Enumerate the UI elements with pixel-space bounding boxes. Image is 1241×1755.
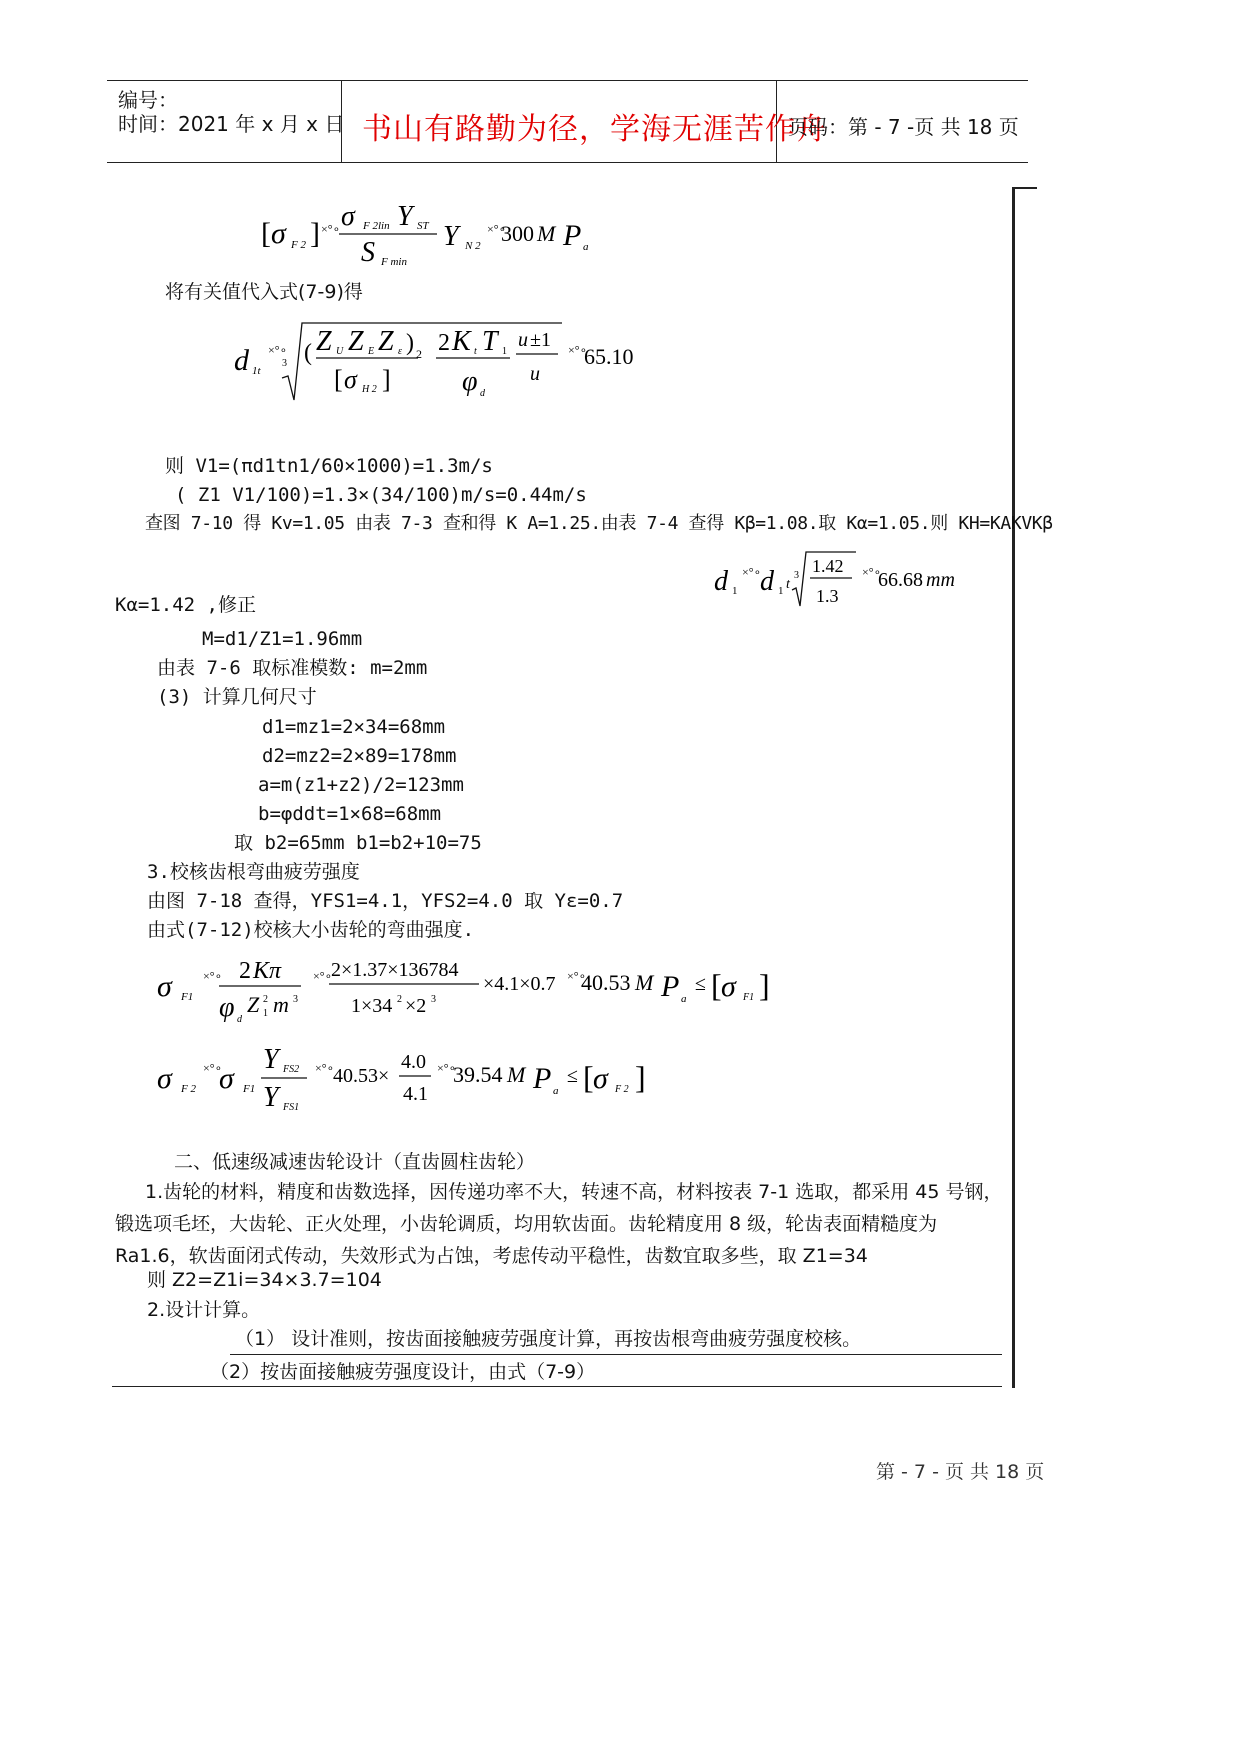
- svg-text:×°∘: ×°∘: [568, 343, 588, 357]
- svg-text:≤: ≤: [567, 1065, 578, 1087]
- svg-text:2: 2: [416, 347, 422, 361]
- geom-line-d1: d1=mz1=2×34=68mm: [262, 716, 446, 738]
- svg-text:t: t: [786, 577, 790, 592]
- svg-text:F1: F1: [181, 991, 194, 1003]
- svg-text:F1: F1: [743, 992, 755, 1003]
- svg-text:K: K: [452, 326, 471, 357]
- svg-text:F min: F min: [381, 256, 407, 268]
- svg-text:FS2: FS2: [283, 1064, 300, 1075]
- formula-d1: [712, 548, 982, 610]
- svg-text:1×34: 1×34: [351, 995, 393, 1017]
- svg-text:a: a: [681, 993, 687, 1005]
- svg-text:T: T: [482, 326, 498, 357]
- line-z1v1: ( Z1 V1/100)=1.3×(34/100)m/s=0.44m/s: [175, 484, 587, 506]
- line-std-mod: 由表 7-6 取标准模数: m=2mm: [157, 657, 428, 679]
- footer-page-number: 第 - 7 - 页 共 18 页: [876, 1461, 1045, 1483]
- svg-text:mm: mm: [926, 569, 955, 591]
- svg-text:Z: Z: [378, 326, 394, 357]
- svg-text:σ: σ: [271, 217, 286, 250]
- svg-text:): ): [406, 330, 414, 356]
- svg-text:σ: σ: [721, 970, 736, 1003]
- svg-text:×2: ×2: [405, 995, 427, 1017]
- svg-text:×4.1×0.7: ×4.1×0.7: [483, 973, 556, 995]
- geom-line-a: a=m(z1+z2)/2=123mm: [258, 774, 464, 796]
- svg-text:3: 3: [794, 570, 799, 581]
- formula-sigma-f2-limit: [255, 195, 675, 270]
- svg-text:[: [: [334, 365, 343, 394]
- line-check-title: 3.校核齿根弯曲疲劳强度: [147, 861, 360, 883]
- svg-text:×°∘: ×°∘: [437, 1061, 457, 1075]
- formula-sigma-f2: [155, 1040, 675, 1114]
- svg-text:Z: Z: [247, 992, 260, 1017]
- svg-text:]: ]: [635, 1059, 646, 1095]
- svg-text:σ: σ: [593, 1062, 608, 1095]
- svg-text:σ: σ: [157, 1062, 172, 1095]
- svg-text:×°∘: ×°∘: [315, 1061, 335, 1075]
- svg-text:F1: F1: [243, 1083, 256, 1095]
- svg-text:2: 2: [397, 994, 402, 1005]
- svg-text:U: U: [336, 346, 344, 357]
- section2-title: 二、低速级减速齿轮设计（直齿圆柱齿轮）: [174, 1151, 536, 1173]
- svg-text:1: 1: [732, 585, 738, 597]
- svg-text:Kπ: Kπ: [253, 958, 282, 984]
- line-calc-geom: (3) 计算几何尺寸: [157, 686, 317, 708]
- svg-text:Y: Y: [443, 221, 459, 252]
- svg-text:d: d: [760, 566, 774, 597]
- svg-text:66.68: 66.68: [878, 569, 923, 591]
- svg-text:2: 2: [263, 994, 268, 1005]
- svg-text:×°∘: ×°∘: [321, 222, 341, 236]
- header-bottom-rule: [107, 162, 1028, 163]
- svg-text:1: 1: [502, 346, 507, 357]
- svg-text:u: u: [530, 363, 540, 385]
- svg-text:Z: Z: [316, 326, 332, 357]
- svg-text:×°∘: ×°∘: [742, 565, 762, 579]
- svg-text:40.53: 40.53: [581, 970, 631, 995]
- svg-text:×°∘: ×°∘: [313, 969, 333, 983]
- svg-text:2: 2: [239, 958, 251, 984]
- svg-text:F 2: F 2: [615, 1084, 629, 1095]
- geom-line-b: b=φddt=1×68=68mm: [258, 803, 442, 825]
- formula-sigma-f1-svg: [155, 950, 795, 1028]
- frame-right-top-tick: [1012, 187, 1037, 189]
- svg-text:u: u: [518, 329, 528, 351]
- svg-text:FS1: FS1: [283, 1102, 300, 1113]
- formula-sigma-f2-svg: [255, 195, 675, 270]
- formula-d1-svg: [712, 548, 982, 610]
- svg-text:N 2: N 2: [465, 240, 481, 252]
- svg-text:σ: σ: [341, 201, 355, 232]
- svg-text:σ: σ: [157, 970, 172, 1003]
- svg-text:300: 300: [501, 221, 534, 246]
- svg-text:d: d: [234, 344, 249, 377]
- svg-text:4.0: 4.0: [401, 1051, 426, 1073]
- svg-text:φ: φ: [219, 992, 235, 1023]
- svg-text:Z: Z: [348, 326, 364, 357]
- svg-text:1t: 1t: [252, 365, 261, 377]
- svg-text:M: M: [537, 221, 556, 246]
- svg-text:]: ]: [310, 217, 320, 250]
- svg-text:×°∘: ×°∘: [203, 1061, 223, 1075]
- header-motto: 书山有路勤为径，学海无涯苦作舟: [362, 112, 827, 147]
- svg-text:2: 2: [438, 330, 450, 356]
- header-number-label: 编号：: [118, 88, 178, 112]
- formula-sigma-f2-check-svg: [155, 1040, 675, 1114]
- svg-text:d: d: [237, 1014, 242, 1025]
- svg-text:×°∘: ×°∘: [567, 969, 587, 983]
- svg-text:P: P: [661, 970, 680, 1003]
- line-m: M=d1/Z1=1.96mm: [202, 628, 363, 650]
- svg-text:m: m: [273, 992, 289, 1017]
- svg-text:×°∘: ×°∘: [268, 343, 288, 357]
- svg-text:[: [: [711, 967, 722, 1003]
- frame-right-border: [1012, 188, 1015, 1388]
- line-kv: 查图 7-10 得 Kv=1.05 由表 7-3 查和得 K A=1.25.由表 7-4 查得 Kβ=1.08.取 Kα=1.05.则 KH=KAKVKβ: [145, 513, 1053, 534]
- svg-text:d: d: [714, 566, 728, 597]
- line-substitute: 将有关值代入式(7-9)得: [165, 281, 363, 303]
- svg-text:2×1.37×136784: 2×1.37×136784: [331, 959, 459, 981]
- svg-text:1: 1: [263, 1008, 268, 1019]
- svg-text:]: ]: [382, 365, 391, 394]
- svg-text:3: 3: [293, 994, 298, 1005]
- svg-text:[: [: [583, 1059, 594, 1095]
- svg-text:F 2lin: F 2lin: [363, 220, 390, 232]
- svg-text:ε: ε: [398, 346, 402, 357]
- header-time-label: 时间：2021 年 x 月 x 日: [118, 112, 345, 136]
- svg-text:×°∘: ×°∘: [862, 565, 882, 579]
- header-top-rule: [107, 80, 1028, 81]
- svg-text:≤: ≤: [695, 973, 706, 995]
- svg-text:t: t: [474, 346, 477, 357]
- line-ka: Kα=1.42 ,修正: [115, 594, 256, 616]
- svg-text:1.42: 1.42: [812, 556, 844, 576]
- svg-text:Y: Y: [263, 1044, 279, 1075]
- geom-line-d2: d2=mz2=2×89=178mm: [262, 745, 457, 767]
- svg-text:±1: ±1: [530, 329, 551, 351]
- svg-text:40.53×: 40.53×: [333, 1065, 390, 1087]
- svg-text:39.54: 39.54: [453, 1062, 503, 1087]
- svg-text:3: 3: [282, 358, 287, 369]
- svg-text:P: P: [533, 1062, 552, 1095]
- body-bottom-rule: [112, 1386, 1002, 1387]
- svg-text:3: 3: [431, 994, 436, 1005]
- svg-text:E: E: [368, 346, 375, 357]
- svg-text:×°∘: ×°∘: [203, 969, 223, 983]
- line-design-calc: 2.设计计算。: [147, 1299, 261, 1321]
- line-design-contact: （2）按齿面接触疲劳强度设计，由式（7-9）: [210, 1361, 596, 1383]
- svg-text:d: d: [480, 388, 485, 399]
- para-material-selection: 1.齿轮的材料，精度和齿数选择，因传递功率不大，转速不高，材料按表 7-1 选取，都采用 45 号钢，锻选项毛坯，大齿轮、正火处理，小齿轮调质，均用软齿面。齿轮精度用 8 级，轮齿表面精糙度为 Ra1.6，软齿面闭式传动，失效形式为占蚀，考虑传动平稳性，齿数宜取多些，取 Z1=34: [115, 1181, 1003, 1267]
- line-yfs: 由图 7-18 查得，YFS1=4.1，YFS2=4.0 取 Yε=0.7: [147, 890, 624, 912]
- svg-text:F 2: F 2: [291, 239, 306, 251]
- svg-text:H 2: H 2: [362, 384, 377, 395]
- svg-text:]: ]: [759, 967, 770, 1003]
- svg-text:P: P: [563, 219, 582, 252]
- svg-text:σ: σ: [219, 1062, 234, 1095]
- svg-text:φ: φ: [462, 366, 478, 397]
- svg-text:1.3: 1.3: [816, 586, 839, 606]
- svg-text:1: 1: [778, 585, 784, 597]
- line-check-formula: 由式(7-12)校核大小齿轮的弯曲强度.: [147, 919, 475, 941]
- line-design-rule: （1） 设计准则，按齿面接触疲劳强度计算，再按齿根弯曲疲劳强度校核。: [235, 1328, 862, 1350]
- formula-d1t: [232, 318, 652, 406]
- svg-text:F 2: F 2: [181, 1083, 196, 1095]
- svg-text:Y: Y: [263, 1082, 279, 1113]
- line-z2: 则 Z2=Z1i=34×3.7=104: [147, 1269, 382, 1291]
- svg-text:×°∘: ×°∘: [487, 222, 507, 236]
- line-v1: 则 V1=(πd1tn1/60×1000)=1.3m/s: [165, 455, 493, 477]
- formula-d1t-svg: [232, 318, 652, 406]
- svg-text:[: [: [261, 217, 271, 250]
- header-page-info: 页码：第 - 7 -页 共 18 页: [788, 115, 1019, 139]
- svg-text:4.1: 4.1: [403, 1083, 428, 1105]
- svg-text:M: M: [507, 1062, 526, 1087]
- svg-text:Y: Y: [397, 201, 413, 232]
- svg-text:S: S: [361, 237, 375, 268]
- svg-text:σ: σ: [344, 365, 357, 394]
- svg-text:65.10: 65.10: [584, 344, 634, 369]
- svg-text:a: a: [583, 241, 589, 253]
- svg-text:(: (: [304, 340, 312, 366]
- geom-line-b2: 取 b2=65mm b1=b2+10=75: [234, 832, 482, 854]
- svg-text:a: a: [553, 1085, 559, 1097]
- design-rule-underline: [230, 1354, 1002, 1355]
- svg-text:ST: ST: [417, 220, 429, 232]
- svg-text:M: M: [635, 970, 654, 995]
- formula-sigma-f1: [155, 950, 795, 1028]
